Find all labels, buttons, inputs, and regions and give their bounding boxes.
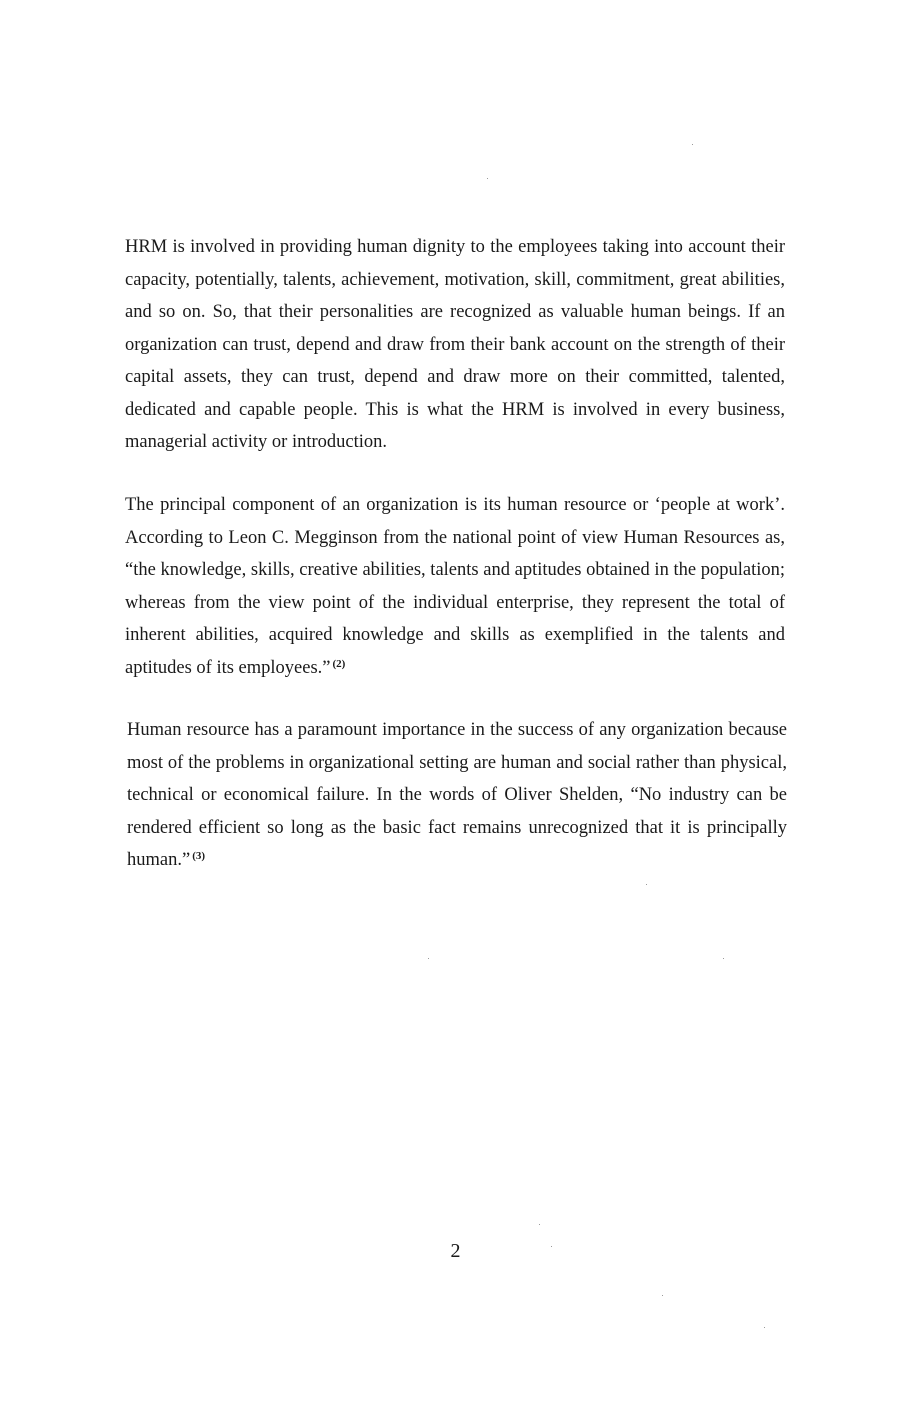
scan-speck [487,178,488,179]
footnote-reference: (2) [332,657,346,670]
scan-speck [764,1327,765,1328]
scan-speck [723,958,724,959]
paragraph-text: Human resource has a paramount importance in the success of any organization because most of the problems in organizational setting are human and social rather than physical, technical or economical failure. In the words of Oliver Shelden, “No industry can be rendered efficient so long as the basic fact remains unrecognized that it is principally human.” [127,720,787,870]
paragraph-text: The principal component of an organization is its human resource or ‘people at work’. According to Leon C. Megginson from the national point of view Human Resources as, “the knowledge, skills, creative abilities, talents and aptitudes obtained in the population; whereas from the view point of the individual enterprise, they represent the total of inherent abilities, acquired knowledge and skills as exemplified in the talents and aptitudes of its employees.” [125,495,785,678]
paragraph-hrm-dignity [125,231,785,459]
scan-speck [662,1295,663,1296]
scan-speck [428,958,429,959]
paragraph-human-resource-importance [127,714,787,877]
scan-speck [646,884,647,885]
footnote-reference: (3) [192,850,206,862]
scan-speck [539,1224,540,1225]
scan-speck [551,1246,552,1247]
paragraph-principal-component [125,489,785,684]
paragraph-text: HRM is involved in providing human dignity to the employees taking into account their capacity, potentially, talents, achievement, motivation, skill, commitment, great abilities, and so on. So, that their personalities are recognized as valuable human beings. If an organization can trust, depend and draw from their bank account on the strength of their capital assets, they can trust, depend and draw more on their committed, talented, dedicated and capable people. This is what the HRM is involved in every business, managerial activity or introduction. [125,237,785,452]
page-number: 2 [450,1240,461,1262]
scan-speck [692,144,693,145]
